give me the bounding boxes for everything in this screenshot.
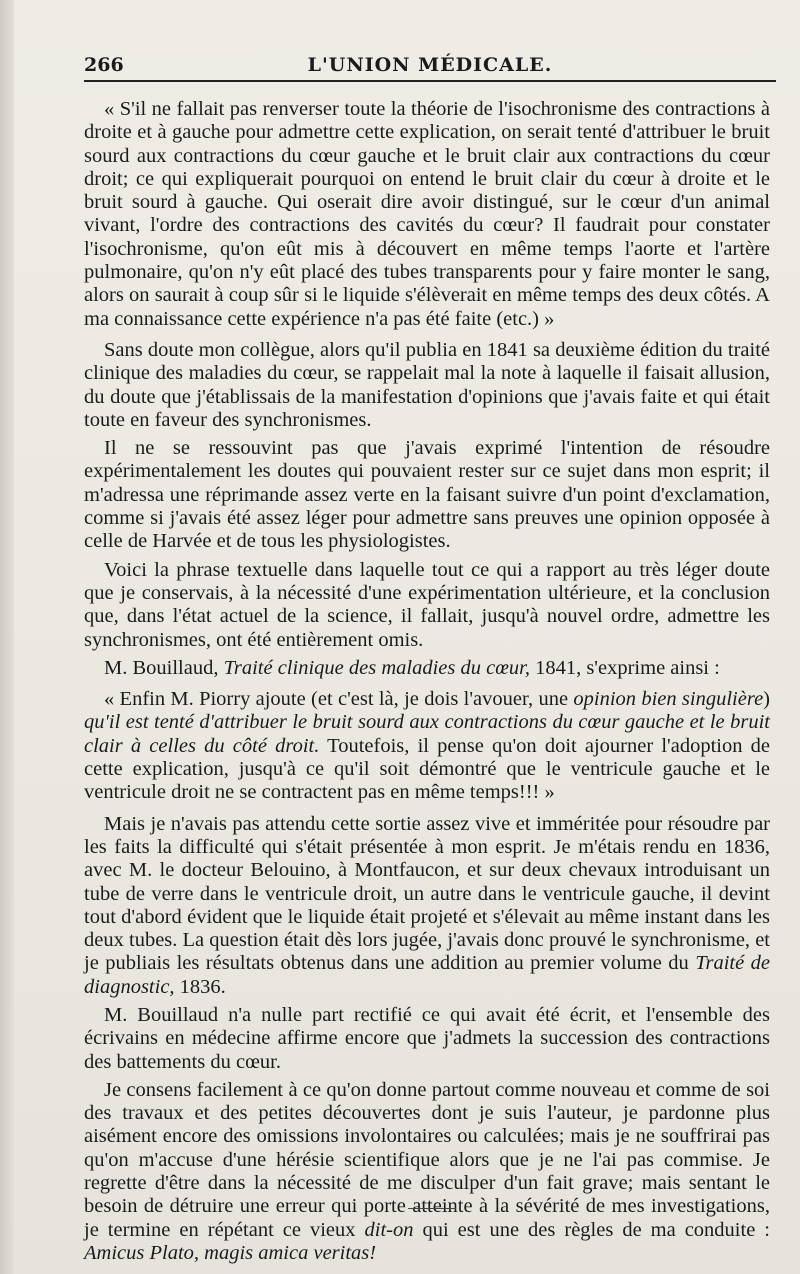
quoted-paragraph	[84, 688, 770, 804]
text-run: )	[763, 688, 770, 711]
text-run: Sans doute mon collègue, alors qu'il publia en 1841 sa deuxième édition du traité clinique des maladies du cœur, se rappelait mal la note à laquelle il faisait allusion, du doute que j'établissais de la manifestation d'opinions que j'avais faite et qui était toute en faveur des synchronismes.	[84, 338, 770, 431]
text-run: M. Bouillaud,	[104, 656, 224, 679]
text-run: Je consens facilement à ce qu'on donne partout comme nouveau et comme de soi des travaux et des petites découvertes dont je suis l'auteur, je pardonne plus aisément encore des omissions involontaires ou calculées; mais je ne souffrirai pas qu'on m'accuse d'une hérésie scientifique alors que je ne l'ai pas commise. Je regrette d'être dans la nécessité de me disculper d'un fait grave; mais sentant le besoin de détruire une erreur qui porte atteinte à la sévérité de mes investigations, je termine en répétant ce vieux	[84, 1078, 770, 1241]
paragraph	[84, 339, 770, 432]
text-run: 1836.	[174, 975, 226, 998]
text-run: 1841, s'exprime ainsi :	[529, 656, 720, 679]
text-run: Mais je n'avais pas attendu cette sortie assez vive et imméritée pour résoudre par les faits la difficulté qui s'était présentée à mon esprit. Je m'étais rendu en 1836, avec M. le docteur Belouino, à Montfaucon, et sur deux chevaux introduisant un tube de verre dans le ventricule droit, un autre dans le ventricule gauche, il devint tout d'abord évident que le liquide était projeté et s'élevait au même instant dans les deux tubes. La question était dès lors jugée, j'avais donc prouvé le synchronisme, et je publiais les résultats obtenus dans une addition au premier volume du	[84, 812, 770, 975]
article-body	[84, 98, 770, 1265]
text-run: qui est une des règles de ma conduite :	[413, 1218, 770, 1241]
paragraph	[84, 437, 770, 553]
text-run: Toutefois, il pense qu'on doit ajourner l'adoption de cette explication, jusqu'à ce qu'il soit démontré que le ventricule gauche et le ventricule droit ne se contractent pas en même temps!!! »	[84, 734, 770, 804]
text-run: M. Bouillaud n'a nulle part rectifié ce qui avait été écrit, et l'ensemble des écrivains en médecine affirme encore que j'admets la succession des contractions des battements du cœur.	[84, 1003, 770, 1073]
italic-run: dit-on	[364, 1218, 414, 1241]
text-run: Il ne se ressouvint pas que j'avais exprimé l'intention de résoudre expérimentalement les doutes qui pouvaient rester sur ce sujet dans mon esprit; il m'adressa une réprimande assez verte en la faisant suivre d'un point d'exclamation, comme si j'avais été assez léger pour admettre sans preuves une opinion opposée à celle de Harvée et de tous les physiologistes.	[84, 437, 770, 553]
paragraph	[84, 1004, 770, 1074]
quoted-paragraph	[84, 98, 770, 331]
paragraph	[84, 813, 770, 999]
end-rule	[408, 1208, 456, 1209]
italic-run: qu'il est tenté d'attribuer le bruit sourd aux contractions du cœur gauche et le bruit clair à celles du côté droit.	[84, 711, 770, 757]
paragraph	[84, 559, 770, 652]
paragraph	[84, 1079, 770, 1265]
italic-run: Traité clinique des maladies du cœur,	[223, 656, 530, 679]
italic-run: Amicus Plato, magis amica veritas!	[84, 1241, 377, 1264]
running-head: L'UNION MÉDICALE.	[307, 54, 553, 76]
text-run: « Enfin M. Piorry ajoute (et c'est là, je dois l'avouer, une	[104, 688, 574, 711]
page-header	[84, 50, 776, 82]
page-number: 266	[84, 54, 124, 76]
italic-run: Traité de diagnostic,	[84, 952, 770, 998]
text-run: Voici la phrase textuelle dans laquelle tout ce qui a rapport au très léger doute que je conservais, à la nécessité d'une expérimentation ultérieure, et la conclusion que, dans l'état actuel de la science, il fallait, jusqu'à nouvel ordre, admettre les synchronismes, ont été entièrement omis.	[84, 558, 770, 651]
paragraph	[84, 657, 770, 680]
italic-run: opinion bien singulière	[573, 688, 764, 711]
text-run: « S'il ne fallait pas renverser toute la théorie de l'isochronisme des contractions à droite et à gauche pour admettre cette explication, on serait tenté d'attribuer le bruit sourd aux contractions du cœur gauche et le bruit clair aux contractions du cœur droit; ce qui expliquerait pourquoi on entend le bruit clair du cœur à droite et le bruit sourd à gauche. Qui oserait dire avoir distingué, sur le cœur d'un animal vivant, l'ordre des contractions des cavités du cœur? Il faudrait pour constater l'isochronisme, qu'on eût mis à découvert en même temps l'aorte et l'artère pulmonaire, qu'on n'y eût placé des tubes transparents pour y faire monter le sang, alors on saurait à coup sûr si le liquide s'élèverait en même temps des deux côtés. A ma connaissance cette expérience n'a pas été faite (etc.) »	[84, 98, 770, 330]
page-gutter-shadow	[0, 0, 14, 1274]
